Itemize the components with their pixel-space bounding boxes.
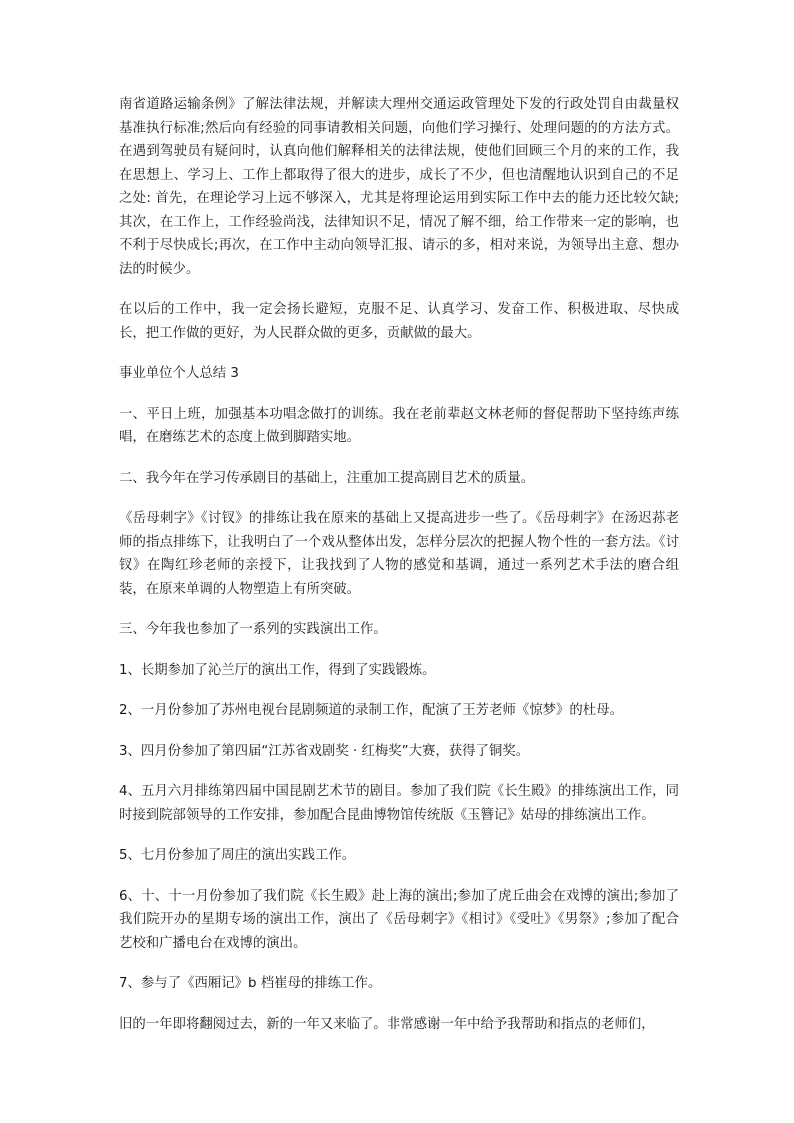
- paragraph-item-three: 三、今年我也参加了一系列的实践演出工作。: [119, 622, 387, 637]
- list-item: 7、参与了《西厢记》b 档崔母的排练工作。: [119, 976, 382, 991]
- list-item: 1、长期参加了沁兰厅的演出工作，得到了实践锻炼。: [119, 662, 436, 678]
- list-item: 2、一月份参加了苏州电视台昆剧频道的录制工作，配演了王芳老师《惊梦》的杜母。: [119, 703, 623, 718]
- section-heading: 事业单位个人总结 3: [119, 366, 239, 381]
- list-item: 6、十、十一月份参加了我们院《长生殿》赴上海的演出;参加了虎丘曲会在戏博的演出;参加了我们院开办的星期专场的演出工作，演出了《岳母刺字》《相讨》《受吐》《男祭》;参加了配合艺校和广播电台在戏博的演出。: [119, 888, 679, 951]
- paragraph-item-one: 一、平日上班，加强基本功唱念做打的训练。我在老前辈赵文林老师的督促帮助下坚持练声练唱，在磨练艺术的态度上做到脚踏实地。: [119, 406, 679, 445]
- paragraph-work-reflection: 南省道路运输条例》了解法律法规，并解读大理州交通运政管理处下发的行政处罚自由裁量权基准执行标准;然后向有经验的同事请教相关问题，向他们学习操行、处理问题的的方法方式。在遇到驾驶员有疑问时，认真向他们解释相关的法律法规，使他们回顾三个月的来的工作，我在思想上、学习上、工作上都取得了很大的进步，成长了不少，但也清醒地认识到自己的不足之处: 首先，在理论学习上远不够深入，尤其是将理论运用到实际工作中去的能力还比较欠缺;其次，在工作上，工作经验尚浅，法律知识不足，情况了解不细，给工作带来一定的影响，也不利于尽快成长;再次，在工作中主动向领导汇报、请示的多，相对来说，为领导出主意、想办法的时候少。: [119, 97, 679, 277]
- paragraph-future-commitment: 在以后的工作中，我一定会扬长避短，克服不足、认真学习、发奋工作、积极进取、尽快成长，把工作做的更好，为人民群众做的更多，贡献做的最大。: [119, 302, 679, 341]
- list-item: 4、五月六月排练第四届中国昆剧艺术节的剧目。参加了我们院《长生殿》的排练演出工作，同时接到院部领导的工作安排，参加配合昆曲博物馆传统版《玉簪记》姑母的排练演出工作。: [119, 784, 679, 823]
- paragraph-repertoire: 《岳母刺字》《讨钗》的排练让我在原来的基础上又提高进步一些了。《岳母刺字》在汤迟荪老师的指点排练下，让我明白了一个戏从整体出发，怎样分层次的把握人物个性的一套方法。《讨钗》在陶红珍老师的亲授下，让我找到了人物的感觉和基调，通过一系列艺术手法的磨合组装，在原来单调的人物塑造上有所突破。: [119, 511, 679, 597]
- list-item: 3、四月份参加了第四届“江苏省戏剧奖 · 红梅奖”大赛，获得了铜奖。: [119, 743, 530, 759]
- list-item: 5、七月份参加了周庄的演出实践工作。: [119, 848, 356, 863]
- paragraph-closing: 旧的一年即将翻阅过去，新的一年又来临了。非常感谢一年中给予我帮助和指点的老师们，: [119, 1016, 655, 1032]
- document-page: [119, 93, 679, 1053]
- paragraph-item-two: 二、我今年在学习传承剧目的基础上，注重加工提高剧目艺术的质量。: [119, 470, 535, 486]
